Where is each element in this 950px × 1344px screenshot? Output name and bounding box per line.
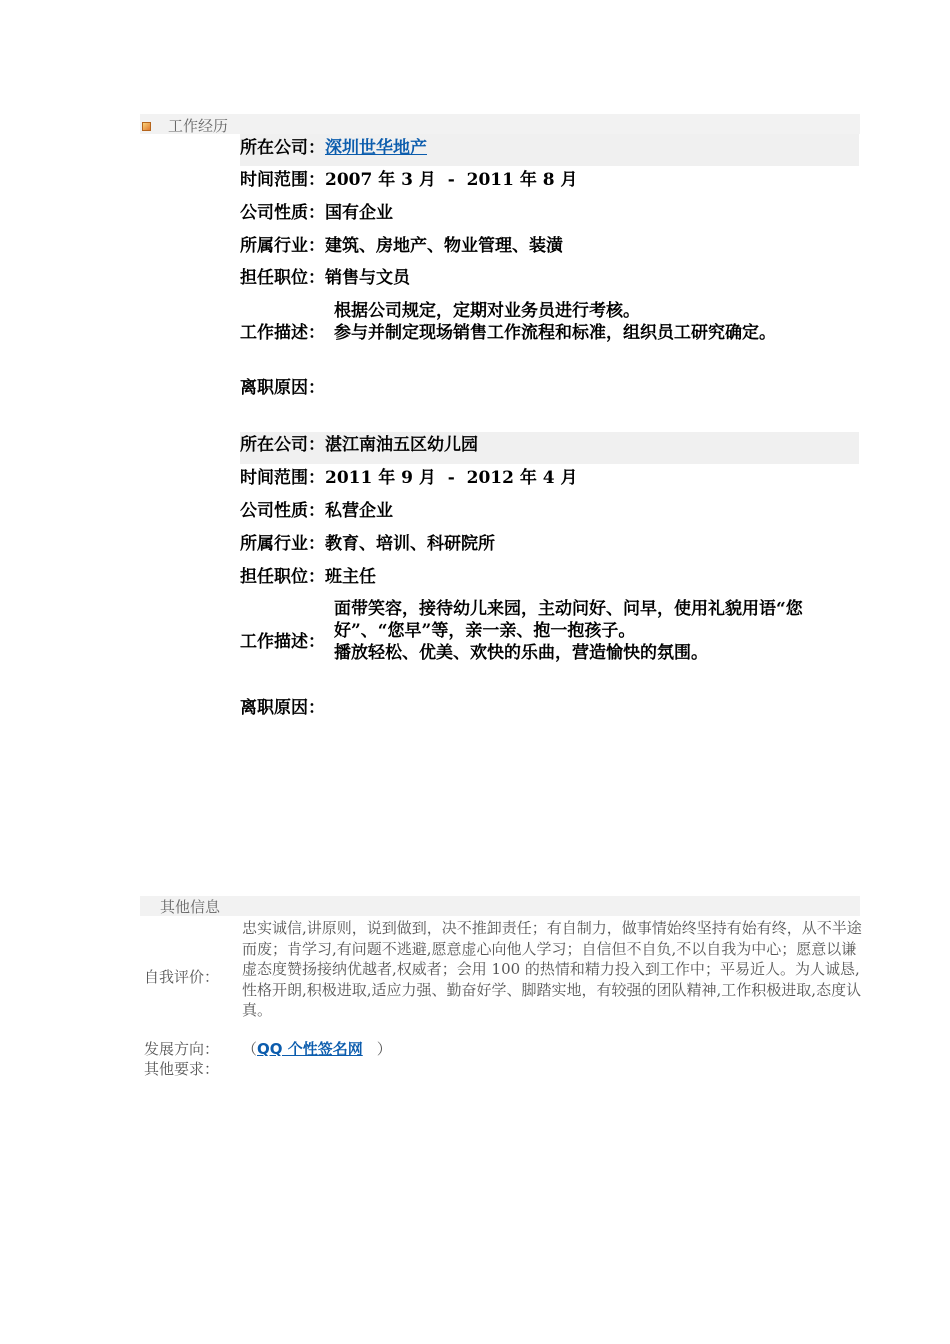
desc-line: 参与并制定现场销售工作流程和标准，组织员工研究确定。 <box>334 323 776 343</box>
company-label: 所在公司： <box>240 138 325 158</box>
industry-value: 教育、培训、科研院所 <box>325 534 495 554</box>
time-value: 2011 年 9 月 - 2012 年 4 月 <box>325 468 578 488</box>
job2-nature-row <box>240 500 393 522</box>
work-section-header <box>140 114 860 134</box>
job2-desc <box>334 598 864 664</box>
desc-line: 好”、“您早”等，亲一亲、抱一抱孩子。 <box>334 621 636 641</box>
industry-value: 建筑、房地产、物业管理、装潢 <box>325 236 563 256</box>
other-req-label: 其他要求： <box>144 1060 220 1078</box>
other-section-title: 其他信息 <box>160 898 221 916</box>
work-section-title: 工作经历 <box>168 117 229 135</box>
qq-close: ） <box>376 1040 392 1058</box>
qq-open: （ <box>242 1040 258 1058</box>
qq-link[interactable]: QQ 个性签名网 <box>257 1040 363 1058</box>
self-eval-label: 自我评价： <box>144 968 220 986</box>
company-label: 所在公司： <box>240 435 325 455</box>
time-value: 2007 年 3 月 - 2011 年 8 月 <box>325 170 578 190</box>
job1-time-row <box>240 169 578 191</box>
job1-desc-label: 工作描述： <box>240 323 325 343</box>
job2-time-row <box>240 467 578 489</box>
reason-label: 离职原因： <box>240 378 325 398</box>
nature-value: 国有企业 <box>325 203 393 223</box>
job1-reason-row <box>240 377 325 399</box>
job2-industry-row <box>240 533 495 555</box>
job1-desc <box>334 300 864 344</box>
company-value: 湛江南油五区幼儿园 <box>325 435 478 455</box>
desc-line: 面带笑容，接待幼儿来园，主动问好、问早，使用礼貌用语“您 <box>334 599 803 619</box>
nature-label: 公司性质： <box>240 501 325 521</box>
company-link[interactable]: 深圳世华地产 <box>325 138 427 158</box>
industry-label: 所属行业： <box>240 236 325 256</box>
job1-company-row <box>240 137 427 159</box>
job1-position-row <box>240 267 410 289</box>
nature-label: 公司性质： <box>240 203 325 223</box>
desc-line: 根据公司规定，定期对业务员进行考核。 <box>334 301 640 321</box>
desc-line: 播放轻松、优美、欢快的乐曲，营造愉快的氛围。 <box>334 643 708 663</box>
position-value: 班主任 <box>325 567 376 587</box>
job2-company-row <box>240 434 478 456</box>
reason-label: 离职原因： <box>240 698 325 718</box>
position-value: 销售与文员 <box>325 268 410 288</box>
nature-value: 私营企业 <box>325 501 393 521</box>
job2-position-row <box>240 566 376 588</box>
position-label: 担任职位： <box>240 567 325 587</box>
direction-label: 发展方向： <box>144 1040 220 1058</box>
time-label: 时间范围： <box>240 468 325 488</box>
job1-industry-row <box>240 235 563 257</box>
other-section-header <box>140 896 860 916</box>
time-label: 时间范围： <box>240 170 325 190</box>
self-eval-text: 忠实诚信,讲原则，说到做到，决不推卸责任；有自制力，做事情始终坚持有始有终，从不半途而废；肯学习,有问题不逃避,愿意虚心向他人学习；自信但不自负,不以自我为中心；愿意以谦虚态度赞扬接纳优越者,权威者；会用 100 的热情和精力投入到工作中；平易近人。为人诚恳,性格开朗,积极进取,适应力强、勤奋好学、脚踏实地，有较强的团队精神,工作积极进取,态度认真。 <box>242 919 862 1019</box>
bullet-icon <box>142 122 151 131</box>
position-label: 担任职位： <box>240 268 325 288</box>
job2-reason-row <box>240 697 325 719</box>
industry-label: 所属行业： <box>240 534 325 554</box>
qq-line <box>242 1039 392 1059</box>
job1-nature-row <box>240 202 393 224</box>
job2-desc-label: 工作描述： <box>240 632 325 652</box>
